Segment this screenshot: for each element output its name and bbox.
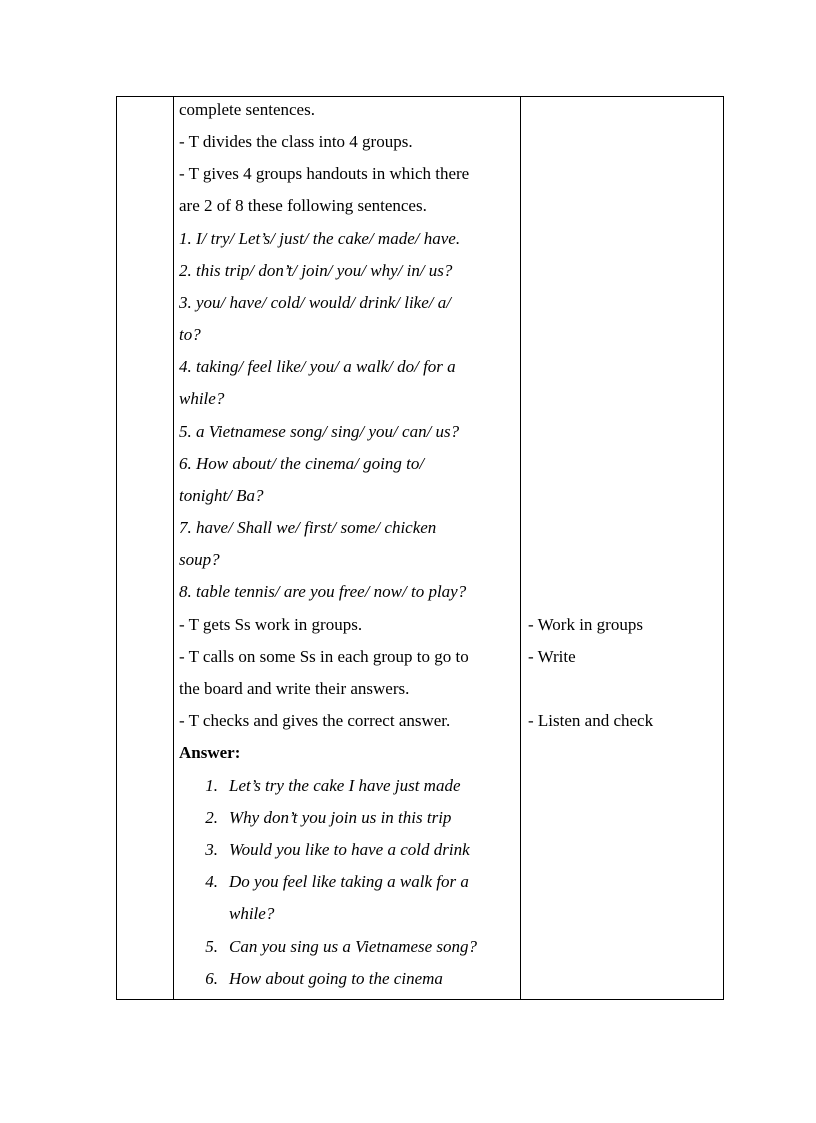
sentence-line: 1. I/ try/ Let’s/ just/ the cake/ made/ have.: [179, 229, 461, 248]
answer-heading: Answer:: [179, 743, 241, 762]
answer-number: 6.: [205, 969, 218, 988]
answer-line: Let’s try the cake I have just made: [229, 776, 461, 795]
answer-number: 2.: [205, 808, 218, 827]
sentence-line: 7. have/ Shall we/ first/ some/ chicken: [179, 518, 437, 537]
step-line: - T calls on some Ss in each group to go to: [179, 647, 469, 666]
answer-number: 4.: [205, 872, 218, 891]
intro-line: complete sentences.: [179, 100, 315, 119]
answer-number: 1.: [205, 776, 218, 795]
sentence-line: 3. you/ have/ cold/ would/ drink/ like/ a/: [179, 293, 451, 312]
sentence-line: soup?: [179, 550, 220, 569]
answer-line: Do you feel like taking a walk for a: [229, 872, 469, 891]
answer-line: Why don’t you join us in this trip: [229, 808, 452, 827]
sentence-line: 4. taking/ feel like/ you/ a walk/ do/ for a: [179, 357, 456, 376]
step-line: - T checks and gives the correct answer.: [179, 711, 451, 730]
answer-line: while?: [229, 904, 275, 923]
sentence-line: to?: [179, 325, 201, 344]
sentence-line: tonight/ Ba?: [179, 486, 264, 505]
column-divider-left: [173, 97, 174, 999]
column-divider-right: [520, 97, 521, 999]
student-activity: - Work in groups: [528, 615, 643, 634]
student-activity: - Write: [528, 647, 576, 666]
intro-line: - T gives 4 groups handouts in which there: [179, 164, 470, 183]
sentence-line: 8. table tennis/ are you free/ now/ to play?: [179, 582, 467, 601]
sentence-line: 5. a Vietnamese song/ sing/ you/ can/ us?: [179, 422, 460, 441]
step-line: the board and write their answers.: [179, 679, 410, 698]
answer-number: 3.: [205, 840, 218, 859]
answer-line: Would you like to have a cold drink: [229, 840, 470, 859]
step-line: - T gets Ss work in groups.: [179, 615, 363, 634]
sentence-line: 6. How about/ the cinema/ going to/: [179, 454, 425, 473]
answer-number: 5.: [205, 937, 218, 956]
sentence-line: 2. this trip/ don’t/ join/ you/ why/ in/ us?: [179, 261, 453, 280]
sentence-line: while?: [179, 389, 225, 408]
answer-line: Can you sing us a Vietnamese song?: [229, 937, 478, 956]
answer-line: How about going to the cinema: [229, 969, 443, 988]
intro-line: - T divides the class into 4 groups.: [179, 132, 413, 151]
intro-line: are 2 of 8 these following sentences.: [179, 196, 427, 215]
student-activity: - Listen and check: [528, 711, 654, 730]
